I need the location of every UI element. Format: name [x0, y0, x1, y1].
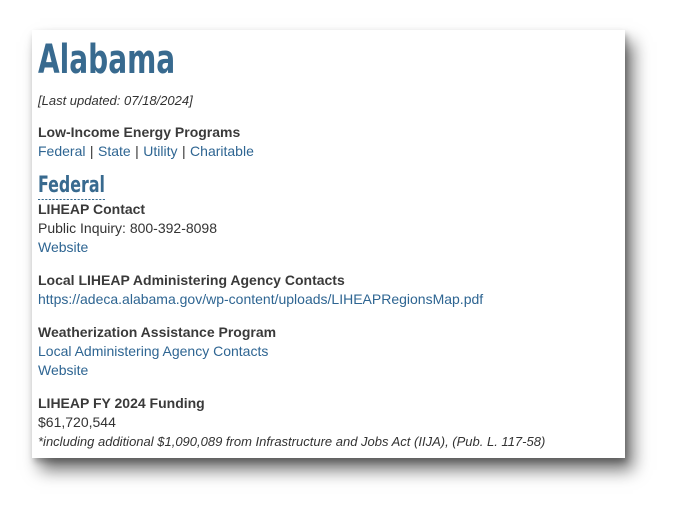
link-separator: | [181, 143, 186, 159]
weatherization-label: Weatherization Assistance Program [38, 324, 277, 340]
liheap-contact-block [38, 200, 217, 257]
last-updated: [Last updated: 07/18/2024] [38, 93, 193, 108]
liheap-contact-label: LIHEAP Contact [38, 201, 146, 217]
local-agency-block [38, 271, 483, 309]
page-title: Alabama [38, 37, 176, 83]
weatherization-website-link[interactable]: Website [38, 362, 89, 378]
link-separator: | [135, 143, 139, 159]
weatherization-block [38, 323, 276, 380]
federal-section-heading: Federal [38, 173, 105, 200]
funding-amount: $61,720,544 [38, 414, 116, 430]
programs-link-charitable[interactable]: Charitable [190, 143, 254, 159]
funding-block [38, 394, 545, 451]
local-agency-label: Local LIHEAP Administering Agency Contacts [38, 272, 345, 288]
programs-label: Low-Income Energy Programs [38, 124, 241, 140]
programs-link-state[interactable]: State [98, 143, 131, 159]
liheap-website-link[interactable]: Website [38, 239, 89, 255]
link-separator: | [89, 143, 94, 159]
state-card [32, 30, 625, 458]
programs-block [38, 123, 254, 161]
programs-links [38, 142, 254, 161]
funding-note: *including additional $1,090,089 from Infrastructure and Jobs Act (IIJA), (Pub. L. 117-58) [38, 434, 546, 449]
public-inquiry-phone: Public Inquiry: 800-392-8098 [38, 220, 218, 236]
programs-link-federal[interactable]: Federal [38, 143, 86, 159]
weatherization-agency-link[interactable]: Local Administering Agency Contacts [38, 343, 269, 359]
funding-label: LIHEAP FY 2024 Funding [38, 395, 205, 411]
local-agency-map-link[interactable]: https://adeca.alabama.gov/wp-content/uploads/LIHEAPRegionsMap.pdf [38, 291, 484, 307]
programs-link-utility[interactable]: Utility [143, 143, 178, 159]
